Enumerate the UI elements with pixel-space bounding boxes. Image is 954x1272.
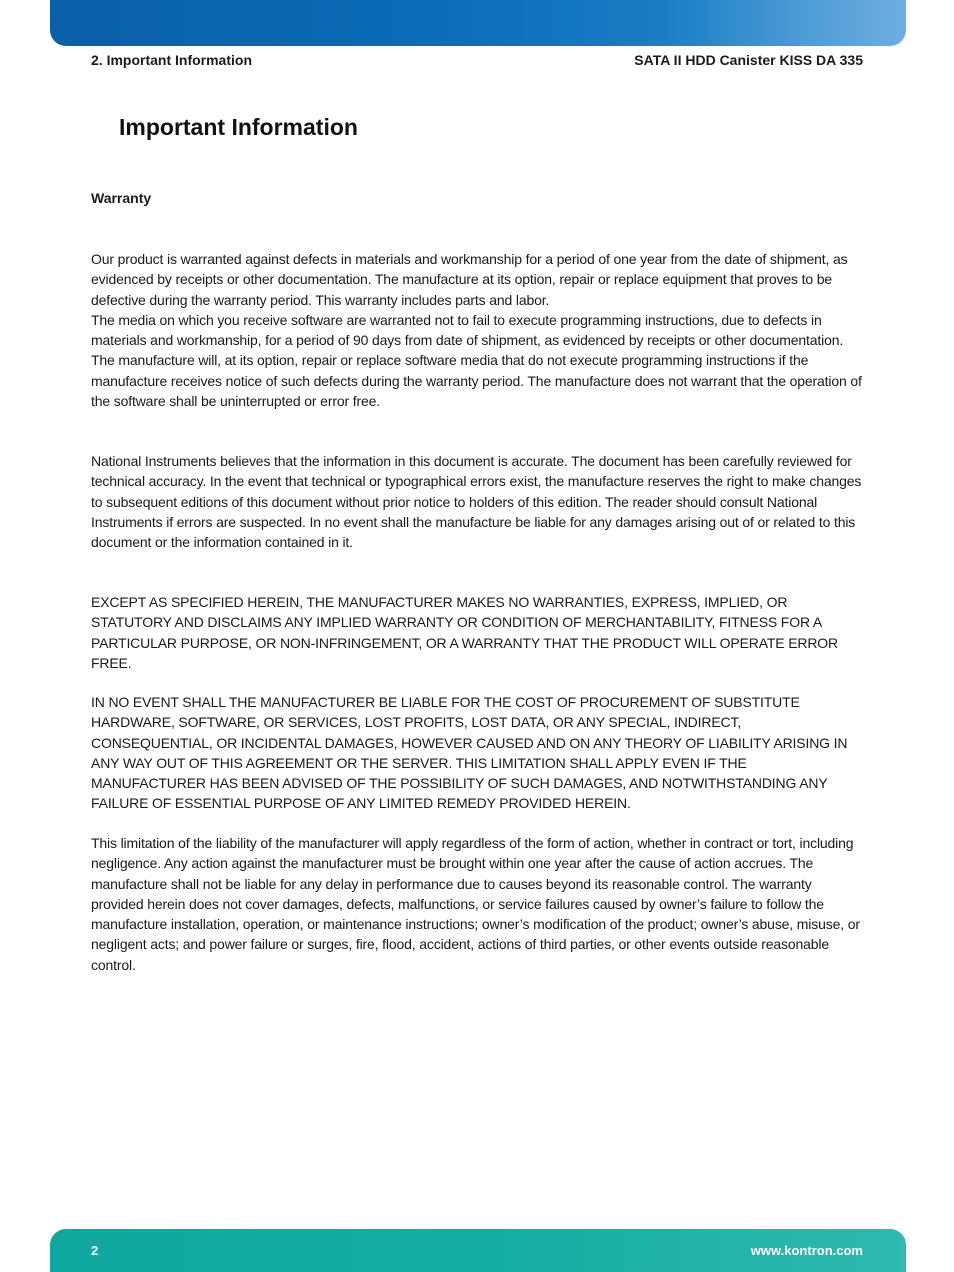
paragraph-warranty-terms: Our product is warranted against defects in materials and workmanship for a period of one year from the date of shipment, as evidenced by receipts or other documentation. The manufacture at its option, repair or replace equipment that proves to be defective during the warranty period. This warranty includes parts and labor. The media on which you receive software are warranted not to fail to execute programming instructions, due to defects in materials and workmanship, for a period of 90 days from date of shipment, as evidenced by receipts or other documentation. The manufacture will, at its option, repair or replace software media that do not execute programming instructions if the manufacture receives notice of such defects during the warranty period. The manufacture does not warrant that the operation of the software shall be uninterrupted or error free. <box>91 251 862 410</box>
section-heading-warranty: Warranty <box>91 190 152 206</box>
header-band-sheen <box>646 0 906 46</box>
footer-url-link[interactable]: www.kontron.com <box>750 1243 863 1258</box>
paragraph-liability-limit: IN NO EVENT SHALL THE MANUFACTURER BE LIABLE FOR THE COST OF PROCUREMENT OF SUBSTITUTE HARDWARE, SOFTWARE, OR SERVICES, LOST PROFITS, LOST DATA, OR ANY SPECIAL, INDIRECT, CONSEQUENTIAL, OR INCIDENTAL DAMAGES, HOWEVER CAUSED AND ON ANY THEORY OF LIABILITY ARISING IN ANY WAY OUT OF THIS AGREEMENT OR THE SERVER. THIS LIMITATION SHALL APPLY EVEN IF THE MANUFACTURER HAS BEEN ADVISED OF THE POSSIBILITY OF SUCH DAMAGES, AND NOTWITHSTANDING ANY FAILURE OF ESSENTIAL PURPOSE OF ANY LIMITED REMEDY PROVIDED HEREIN. <box>91 694 848 812</box>
page-number: 2 <box>91 1243 99 1258</box>
header-band <box>50 0 906 46</box>
paragraph-liability-scope: This limitation of the liability of the manufacturer will apply regardless of the form of action, whether in contract or tort, including negligence. Any action against the manufacturer must be brought within one year after the cause of action accrues. The manufacture shall not be liable for any delay in performance due to causes beyond its reasonable control. The warranty provided herein does not cover damages, defects, malfunctions, or service failures caused by owner’s failure to follow the manufacture installation, operation, or maintenance instructions; owner’s modification of the product; owner’s abuse, misuse, or negligent acts; and power failure or surges, fire, flood, accident, actions of third parties, or other events outside reasonable control. <box>91 835 860 973</box>
page-title: Important Information <box>119 114 358 140</box>
paragraph-disclaimer: EXCEPT AS SPECIFIED HEREIN, THE MANUFACTURER MAKES NO WARRANTIES, EXPRESS, IMPLIED, OR STATUTORY AND DISCLAIMS ANY IMPLIED WARRANTY OR CONDITION OF MERCHANTABILITY, FITNESS FOR A PARTICULAR PURPOSE, OR NON-INFRINGEMENT, OR A WARRANTY THAT THE PRODUCT WILL OPERATE ERROR FREE. <box>91 594 839 671</box>
paragraph-document-accuracy: National Instruments believes that the information in this document is accurate. The document has been carefully reviewed for technical accuracy. In the event that technical or typographical errors exist, the manufacture reserves the right to make changes to subsequent editions of this document without prior notice to holders of this edition. The reader should consult National Instruments if errors are suspected. In no event shall the manufacture be liable for any damages arising out of or related to this document or the information contained in it. <box>91 453 862 551</box>
running-header-product: SATA II HDD Canister KISS DA 335 <box>634 52 863 68</box>
running-header-section: 2. Important Information <box>91 52 252 68</box>
